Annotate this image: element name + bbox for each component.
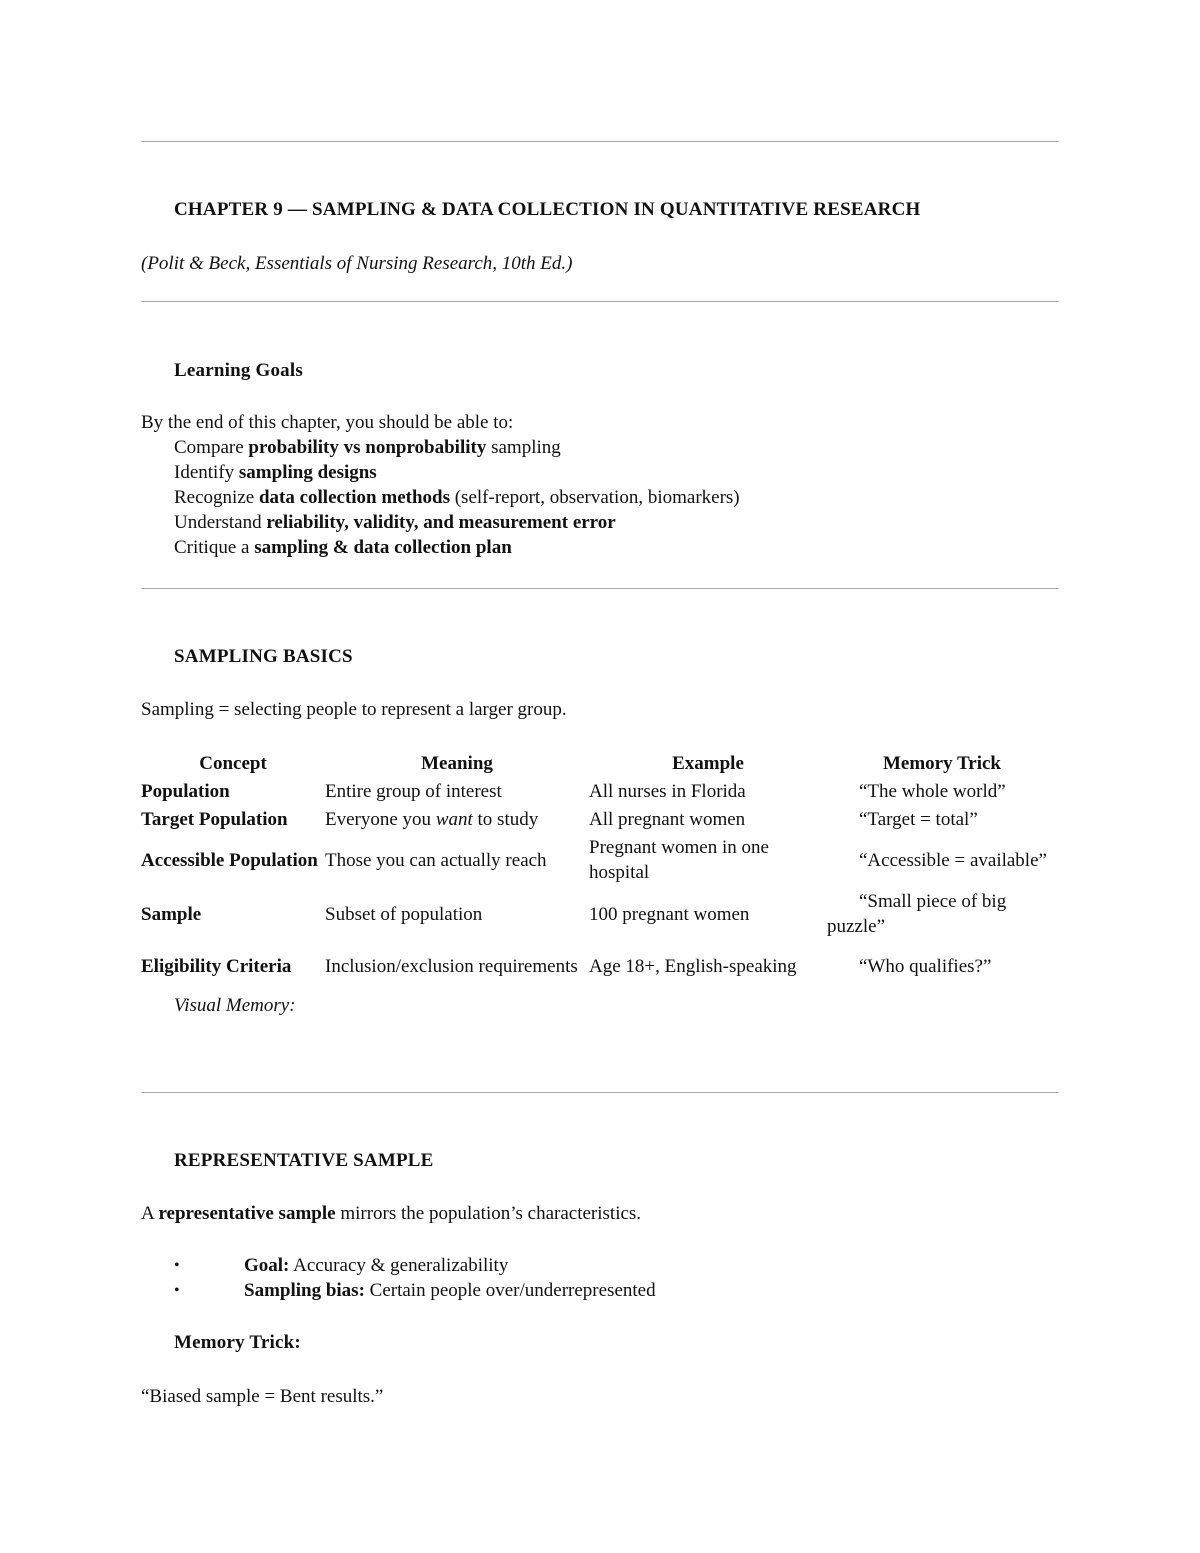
bullet-icon: • bbox=[174, 1257, 180, 1274]
bullet-icon: • bbox=[174, 1282, 180, 1299]
learning-goal-item: Understand reliability, validity, and measurement error bbox=[174, 512, 616, 533]
horizontal-rule bbox=[141, 1092, 1059, 1093]
column-header-meaning: Meaning bbox=[421, 752, 493, 774]
concept-cell: Accessible Population bbox=[141, 849, 318, 871]
table-row bbox=[141, 833, 1057, 887]
concept-cell: Eligibility Criteria bbox=[141, 955, 292, 977]
meaning-cell: Subset of population bbox=[325, 903, 483, 925]
meaning-cell: Those you can actually reach bbox=[325, 849, 547, 871]
learning-goal-item: Recognize data collection methods (self-report, observation, biomarkers) bbox=[174, 487, 740, 508]
concept-cell: Sample bbox=[141, 903, 202, 925]
horizontal-rule bbox=[141, 588, 1059, 589]
table-header-row bbox=[141, 749, 1057, 777]
example-cell: All pregnant women bbox=[589, 808, 746, 830]
memory-trick-cell: “Accessible = available” bbox=[859, 849, 1047, 871]
horizontal-rule bbox=[141, 141, 1059, 142]
memory-trick-cell: “Small piece of big puzzle” bbox=[827, 891, 1007, 937]
table-row bbox=[141, 887, 1057, 941]
memory-trick-cell: “Target = total” bbox=[859, 808, 978, 830]
example-cell: 100 pregnant women bbox=[589, 903, 750, 925]
column-header-concept: Concept bbox=[199, 752, 267, 774]
representative-sample-heading: REPRESENTATIVE SAMPLE bbox=[174, 1150, 434, 1171]
learning-goal-item: Compare probability vs nonprobability sampling bbox=[174, 437, 561, 458]
sampling-concepts-table bbox=[141, 749, 1057, 991]
sampling-definition: Sampling = selecting people to represent a larger group. bbox=[141, 699, 567, 720]
meaning-cell: Entire group of interest bbox=[325, 780, 502, 802]
learning-goals-intro: By the end of this chapter, you should be able to: bbox=[141, 412, 514, 433]
visual-memory-label: Visual Memory: bbox=[174, 995, 296, 1016]
table-row bbox=[141, 941, 1057, 991]
column-header-example: Example bbox=[672, 752, 744, 774]
memory-trick-heading: Memory Trick: bbox=[174, 1332, 301, 1353]
concept-cell: Target Population bbox=[141, 808, 288, 830]
learning-goal-item: Identify sampling designs bbox=[174, 462, 377, 483]
learning-goals-heading: Learning Goals bbox=[174, 360, 303, 381]
horizontal-rule bbox=[141, 301, 1059, 302]
meaning-cell: Inclusion/exclusion requirements bbox=[325, 955, 578, 977]
bullet-item: Goal: Accuracy & generalizability bbox=[244, 1255, 509, 1276]
representative-sample-intro: A representative sample mirrors the population’s characteristics. bbox=[141, 1203, 642, 1224]
example-cell: All nurses in Florida bbox=[589, 780, 746, 802]
chapter-title: CHAPTER 9 — SAMPLING & DATA COLLECTION IN QUANTITATIVE RESEARCH bbox=[174, 199, 921, 220]
memory-trick-text: “Biased sample = Bent results.” bbox=[141, 1386, 384, 1407]
memory-trick-cell: “The whole world” bbox=[859, 780, 1006, 802]
citation: (Polit & Beck, Essentials of Nursing Research, 10th Ed.) bbox=[141, 253, 573, 274]
table-row bbox=[141, 777, 1057, 805]
memory-trick-cell: “Who qualifies?” bbox=[859, 955, 992, 977]
learning-goal-item: Critique a sampling & data collection plan bbox=[174, 537, 512, 558]
sampling-basics-heading: SAMPLING BASICS bbox=[174, 646, 353, 667]
example-cell: Age 18+, English-speaking bbox=[589, 955, 797, 977]
table-row bbox=[141, 805, 1057, 833]
bullet-item: Sampling bias: Certain people over/underrepresented bbox=[244, 1280, 656, 1301]
meaning-cell: Everyone you want to study bbox=[325, 808, 539, 830]
example-cell: Pregnant women in one hospital bbox=[589, 837, 769, 883]
column-header-memory-trick: Memory Trick bbox=[882, 752, 1001, 774]
concept-cell: Population bbox=[141, 780, 230, 802]
